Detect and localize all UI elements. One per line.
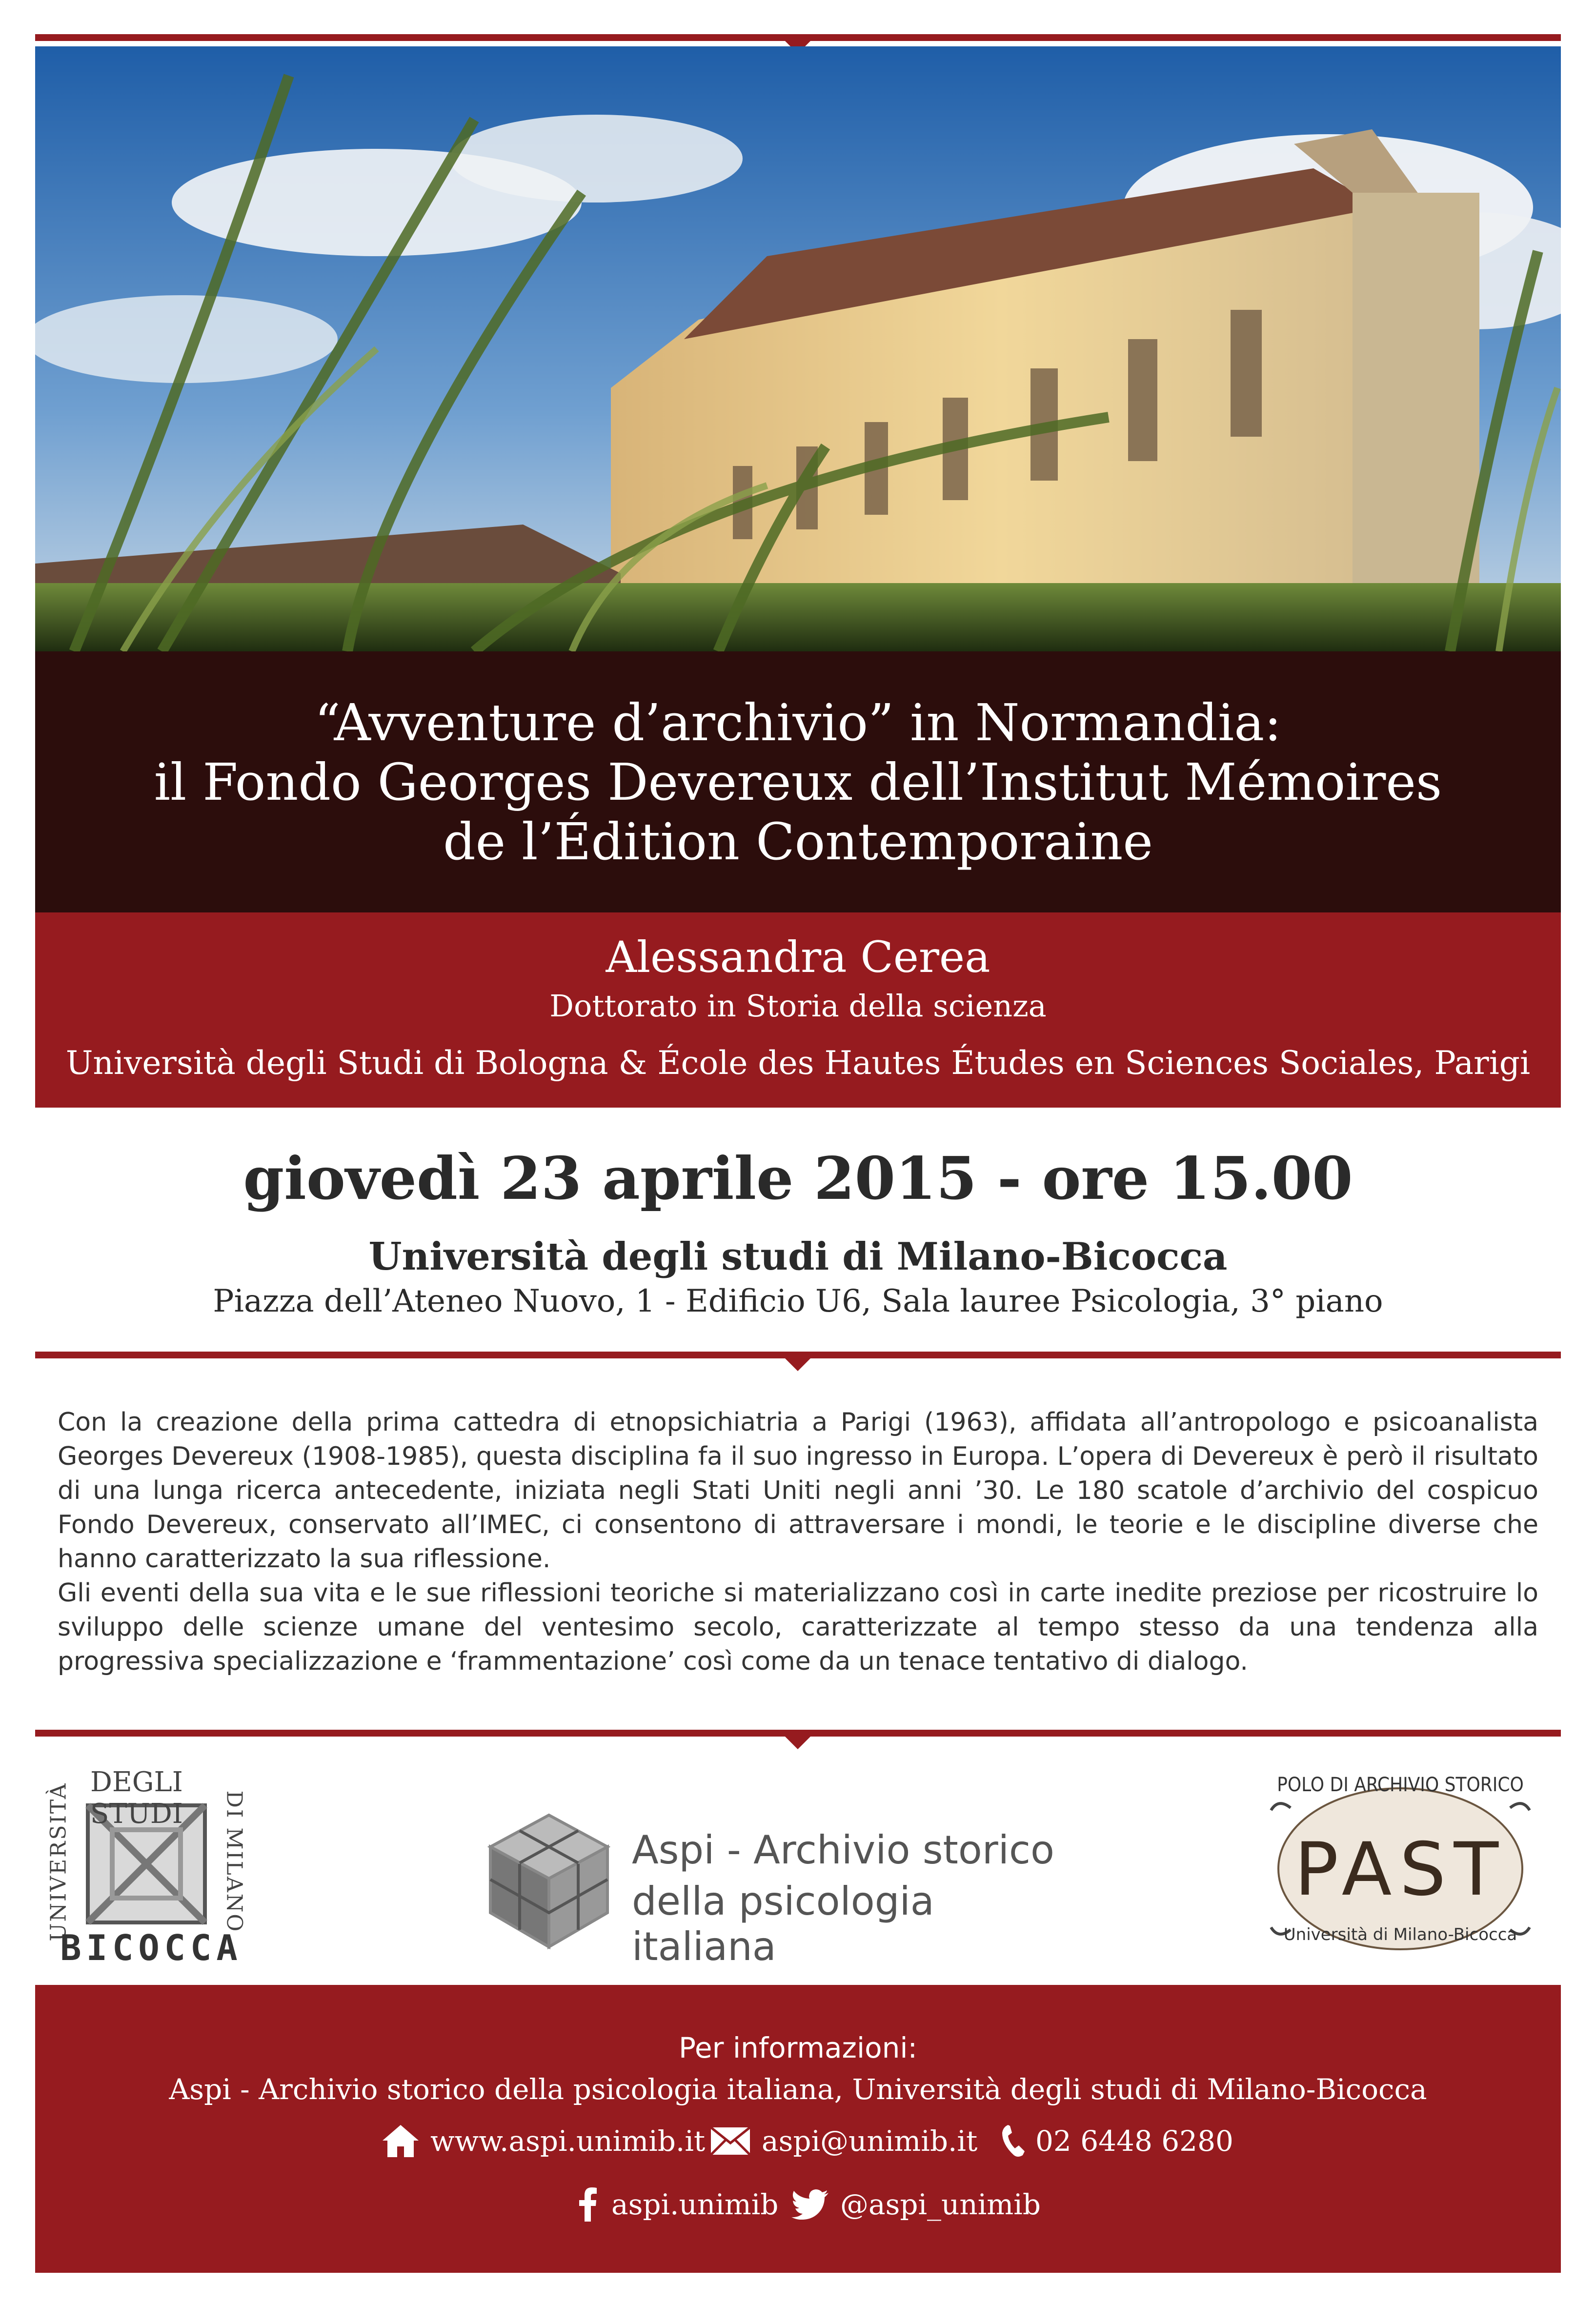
hero-photo <box>35 46 1561 651</box>
speaker-name: Alessandra Cerea <box>606 932 990 982</box>
speaker-band <box>35 912 1561 1108</box>
top-rule <box>35 34 1561 41</box>
speaker-affiliation: Università degli Studi di Bologna & École des Hautes Études en Sciences Sociales, Parigi <box>65 1044 1531 1082</box>
event-title-line-3: de l’Édition Contemporaine <box>443 812 1153 871</box>
bicocca-top-text: DEGLI STUDI <box>90 1766 183 1830</box>
phone-icon <box>1001 2124 1026 2158</box>
event-date: giovedì 23 aprile 2015 - ore 15.00 <box>243 1144 1353 1213</box>
section-rule <box>35 1352 1561 1358</box>
section-rule-notch <box>785 1358 810 1371</box>
bicocca-right-text: DI MILANO <box>222 1790 247 1933</box>
website-link[interactable]: www.aspi.unimib.it <box>430 2124 706 2158</box>
footer <box>35 1985 1561 2273</box>
phone-number: 02 6448 6280 <box>1035 2124 1233 2158</box>
description-paragraph: Gli eventi della sua vita e le sue riflessioni teoriche si materializzano così in carte inedite preziose per ricostruire lo sviluppo delle scienze umane del ventesimo secolo, caratterizzate al tempo stesso da una tendenza alla progressiva specializzazione e ‘frammentazione’ così come da un tenace tentativo di dialogo. <box>58 1578 1538 1676</box>
facebook-link[interactable]: aspi.unimib <box>611 2188 779 2221</box>
bicocca-left-text: UNIVERSITÀ <box>46 1782 71 1941</box>
event-title-line-2: il Fondo Georges Devereux dell’Institut Mémoires <box>154 752 1442 812</box>
title-band <box>35 651 1561 912</box>
past-logo <box>1264 1764 1537 1964</box>
facebook-icon <box>579 2187 597 2222</box>
logos-rule-notch <box>785 1737 810 1749</box>
aspi-cube-icon <box>476 1805 622 1952</box>
aspi-logo-line-2: della psicologia italiana <box>632 1879 934 1969</box>
home-icon <box>383 2125 419 2157</box>
email-icon <box>711 2127 750 2155</box>
description <box>58 1405 1538 1678</box>
past-logo-top-text: POLO DI ARCHIVIO STORICO <box>1277 1774 1524 1796</box>
description-paragraph: Con la creazione della prima cattedra di etnopsichiatria a Parigi (1963), affidata all’antropologo e psicoanalista Georges Devereux (1908-1985), questa disciplina fa il suo ingresso in Europa. L’opera di Devereux è però il risultato di una lunga ricerca antecedente, iniziata negli Stati Uniti negli anni ’30. Le 180 scatole d’archivio del cospicuo Fondo Devereux, conservato all’IMEC, ci consentono di attraversare i mondi, le teorie e le discipline diverse che hanno caratterizzato la sua riflessione. <box>58 1408 1538 1574</box>
footer-org: Aspi - Archivio storico della psicologia italiana, Università degli studi di Milano-Bicocca <box>169 2073 1427 2106</box>
email-link[interactable]: aspi@unimib.it <box>762 2124 978 2158</box>
speaker-role: Dottorato in Storia della scienza <box>549 988 1047 1024</box>
twitter-icon <box>791 2189 828 2220</box>
event-title-line-1: “Avventure d’archivio” in Normandia: <box>314 693 1282 752</box>
twitter-link[interactable]: @aspi_unimib <box>840 2188 1041 2221</box>
footer-heading: Per informazioni: <box>679 2031 917 2064</box>
past-logo-main-text: PAST <box>1294 1827 1507 1912</box>
past-logo-bottom-text: Università di Milano-Bicocca <box>1283 1925 1517 1944</box>
aspi-logo <box>476 1805 1061 1969</box>
bicocca-logo <box>46 1761 247 1968</box>
event-address: Piazza dell’Ateneo Nuovo, 1 - Edificio U6, Sala lauree Psicologia, 3° piano <box>213 1283 1383 1319</box>
bicocca-bottom-text: BICOCCA <box>60 1927 242 1968</box>
aspi-logo-line-1: Aspi - Archivio storico <box>632 1827 1054 1873</box>
event-venue: Università degli studi di Milano-Bicocca <box>368 1234 1228 1279</box>
logos-rule <box>35 1730 1561 1737</box>
